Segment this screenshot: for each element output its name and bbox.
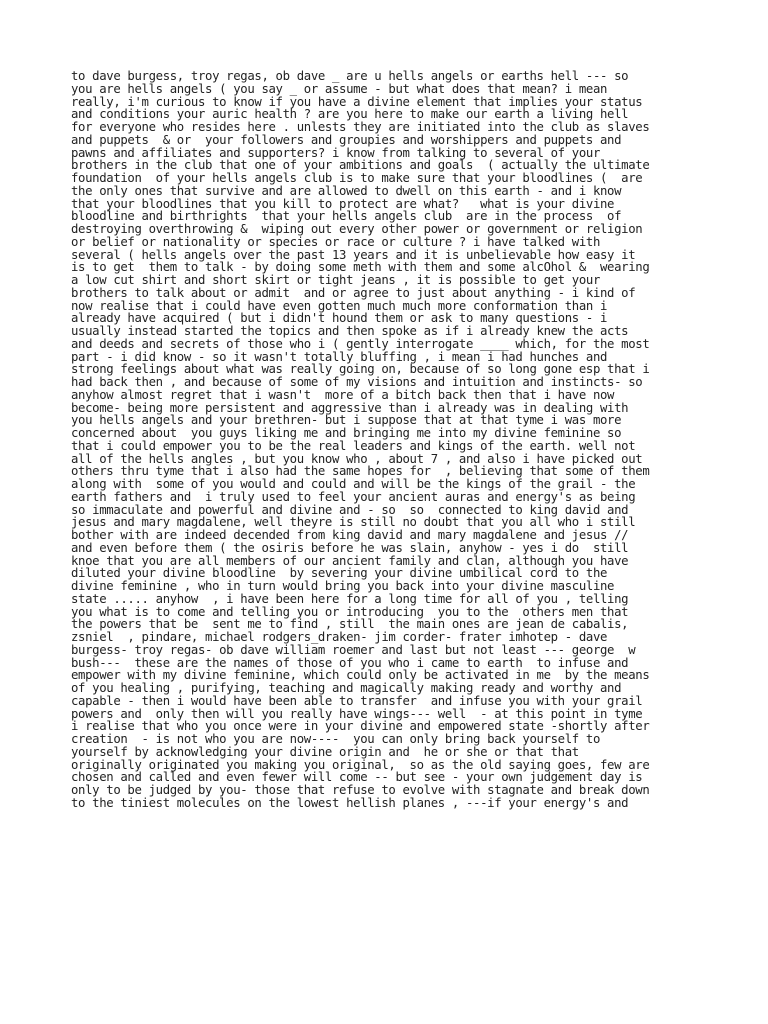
text-line: creation - is not who you are now---- you can only bring back yourself to (71, 732, 601, 746)
text-line: really, i'm curious to know if you have a divine element that implies your status (71, 94, 643, 109)
text-line: brothers in the club that one of your ambitions and goals ( actually the ultimate (71, 158, 650, 173)
text-line: earth fathers and i truly used to feel your ancient auras and energy's as being (71, 489, 636, 504)
text-line: along with some of you would and could and will be the kings of the grail - the (71, 477, 636, 491)
text-line: usually instead started the topics and then spoke as if i already knew the acts (71, 324, 629, 338)
text-line: brothers to talk about or admit and or agree to just about anything - i kind of (71, 285, 636, 300)
text-line: knoe that you are all members of our ancient family and clan, although you have (71, 553, 629, 568)
text-line: and deeds and secrets of those who i ( gently interrogate ____ which, for the most (71, 336, 650, 351)
text-line: that i could empower you to be the real leaders and kings of the earth. well not (71, 438, 636, 453)
text-line: i realise that who you once were in your divine and empowered state -shortly after (71, 719, 650, 734)
text-line: foundation of your hells angels club is to make sure that your bloodlines ( are (71, 171, 643, 185)
text-line: capable - then i would have been able to transfer and infuse you with your grail (71, 693, 643, 708)
text-line: become- being more persistent and aggressive than i already was in dealing with (71, 400, 629, 415)
text-line: divine feminine , who in turn would bring you back into your divine masculine (71, 579, 615, 593)
text-line: pawns and affiliates and supporters? i know from talking to several of your (71, 145, 601, 160)
text-line: you are hells angels ( you say _ or assume - but what does that mean? i mean (71, 81, 608, 96)
text-line: originally originated you making you original, so as the old saying goes, few are (71, 757, 650, 772)
text-line: for everyone who resides here . unlests they are initiated into the club as slaves (71, 120, 650, 134)
text-line: concerned about you guys liking me and bringing me into my divine feminine so (71, 426, 622, 440)
letter-text (71, 70, 711, 810)
text-line: had back then , and because of some of my visions and intuition and instincts- so (71, 375, 643, 389)
text-line: of you healing , purifying, teaching and magically making ready and worthy and (71, 681, 622, 695)
text-line: you hells angels and your brethren- but i suppose that at that tyme i was more (71, 413, 622, 428)
text-line: yourself by acknowledging your divine origin and he or she or that that (71, 744, 579, 759)
text-line: burgess- troy regas- ob dave william roemer and last but not least --- george w (71, 642, 636, 657)
text-line: and puppets & or your followers and groupies and worshippers and puppets and (71, 132, 622, 147)
text-line: you what is to come and telling you or introducing you to the others men that (71, 604, 629, 619)
text-line: the powers that be sent me to find , still the main ones are jean de cabalis, (71, 617, 629, 632)
text-line: is to get them to talk - by doing some meth with them and some alcOhol & wearing (71, 260, 650, 275)
text-line: diluted your divine bloodline by severing your divine umbilical cord to the (71, 566, 608, 581)
text-line: to the tiniest molecules on the lowest hellish planes , ---if your energy's and (71, 795, 629, 810)
text-line: powers and only then will you really have wings--- well - at this point in tyme (71, 706, 643, 721)
text-line: bush--- these are the names of those of you who i came to earth to infuse and (71, 655, 629, 670)
text-line: so immaculate and powerful and divine and - so so connected to king david and (71, 502, 629, 517)
text-line: all of the hells angles , but you know who , about 7 , and also i have picked out (71, 451, 643, 466)
text-line: empower with my divine feminine, which could only be activated in me by the means (71, 668, 650, 683)
text-line: a low cut shirt and short skirt or tight jeans , it is possible to get your (71, 273, 601, 287)
text-line: that your bloodlines that you kill to protect are what? what is your divine (71, 196, 615, 211)
text-line: only to be judged by you- those that refuse to evolve with stagnate and break down (71, 783, 650, 797)
text-line: and conditions your auric health ? are you here to make our earth a living hell (71, 107, 629, 122)
text-line: destroying overthrowing & wiping out every other power or government or religion (71, 222, 643, 236)
text-line: others thru tyme that i also had the same hopes for , believing that some of them (71, 464, 650, 479)
text-line: anyhow almost regret that i wasn't more of a bitch back then that i have now (71, 387, 615, 402)
text-line: chosen and called and even fewer will come -- but see - your own judgement day is (71, 770, 643, 785)
text-line: or belief or nationality or species or race or culture ? i have talked with (71, 234, 601, 249)
text-line: strong feelings about what was really going on, because of so long gone esp that i (71, 362, 650, 377)
text-line: jesus and mary magdalene, well theyre is still no doubt that you all who i still (71, 515, 636, 530)
text-line: several ( hells angels over the past 13 years and it is unbelievable how easy it (71, 247, 636, 262)
text-line: to dave burgess, troy regas, ob dave _ are u hells angels or earths hell --- so (71, 69, 629, 83)
text-line: bother with are indeed decended from king david and mary magdalene and jesus // (71, 528, 629, 542)
text-line: the only ones that survive and are allowed to dwell on this earth - and i know (71, 183, 622, 198)
text-line: and even before them ( the osiris before he was slain, anyhow - yes i do still (71, 540, 629, 555)
text-line: part - i did know - so it wasn't totally bluffing , i mean i had hunches and (71, 349, 608, 364)
text-line: state ..... anyhow , i have been here for a long time for all of you , telling (71, 591, 629, 606)
text-line: bloodline and birthrights that your hells angels club are in the process of (71, 209, 622, 224)
text-line: zsniel , pindare, michael rodgers_draken- jim corder- frater imhotep - dave (71, 630, 608, 644)
text-line: already have acquired ( but i didn't hound them or ask to many questions - i (71, 311, 608, 326)
text-line: now realise that i could have even gotten much much more conformation than i (71, 298, 608, 313)
